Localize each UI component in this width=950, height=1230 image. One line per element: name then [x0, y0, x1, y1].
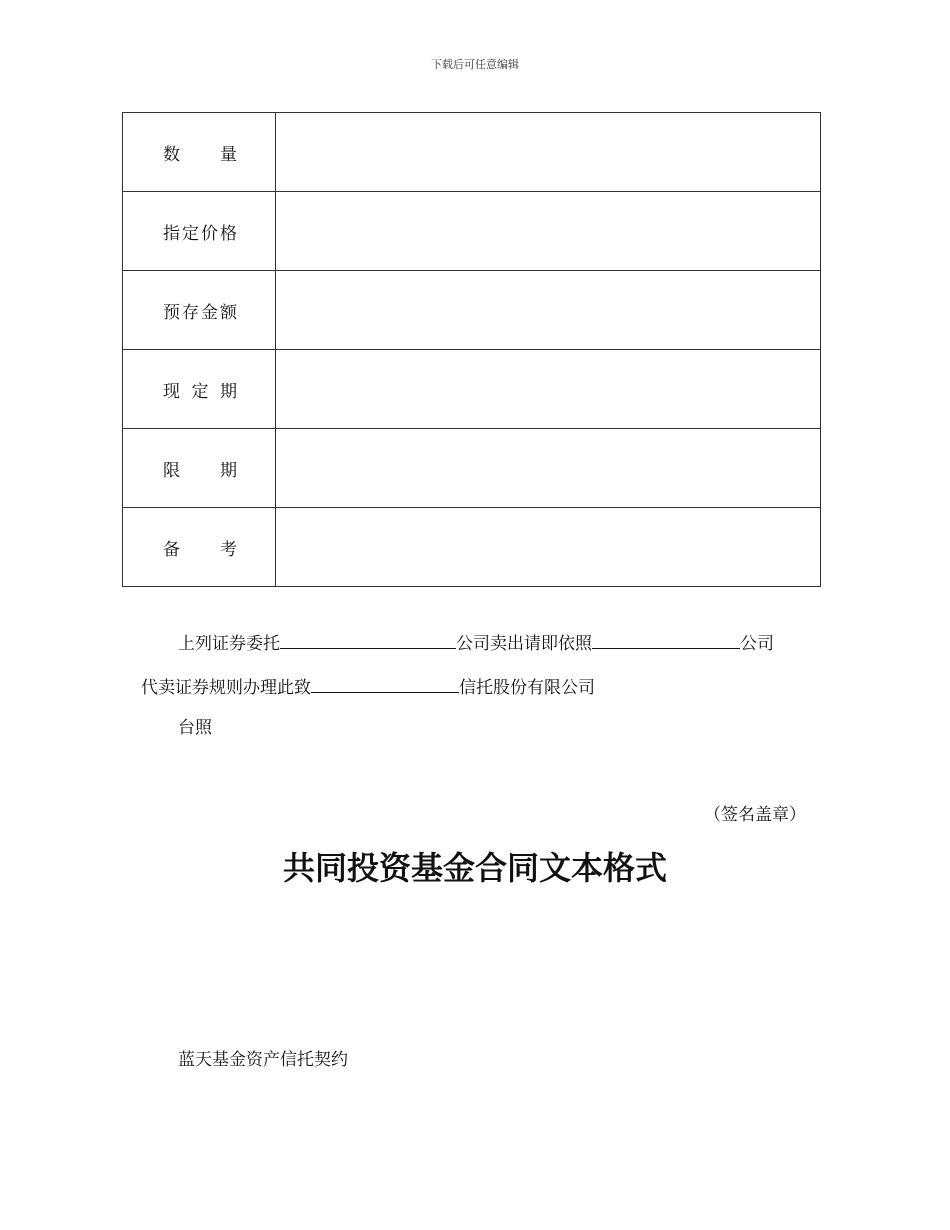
row-value-deposit-amount[interactable] — [276, 271, 821, 350]
blank-company-2[interactable] — [592, 630, 740, 649]
table-row — [123, 192, 821, 271]
row-value-remarks[interactable] — [276, 508, 821, 587]
row-value-fixed-term[interactable] — [276, 350, 821, 429]
header-note: 下载后可任意编辑 — [431, 58, 519, 71]
row-value-time-limit[interactable] — [276, 429, 821, 508]
body-line-2 — [141, 674, 595, 700]
table-row — [123, 271, 821, 350]
document-title: 共同投资基金合同文本格式 — [282, 849, 667, 887]
row-label-fixed-term: 现 定 期 — [163, 381, 237, 402]
table-row — [123, 429, 821, 508]
table-row — [123, 508, 821, 587]
body-text-sell: 公司卖出请即依照 — [456, 634, 592, 654]
table-row — [123, 113, 821, 192]
section-subtitle: 蓝天基金资产信托契约 — [178, 1050, 348, 1070]
row-label-specified-price: 指定价格 — [163, 223, 237, 244]
row-label-remarks: 备 考 — [163, 539, 237, 560]
body-text-rules: 代卖证券规则办理此致 — [141, 678, 311, 698]
row-label-time-limit: 限 期 — [163, 460, 237, 481]
signature-note: （签名盖章） — [704, 805, 806, 825]
row-value-specified-price[interactable] — [276, 192, 821, 271]
row-label-quantity: 数 量 — [163, 144, 237, 165]
body-line-1 — [178, 630, 774, 656]
order-form-table — [122, 112, 821, 587]
body-text-entrust: 上列证券委托 — [178, 634, 280, 654]
table-row — [123, 350, 821, 429]
row-value-quantity[interactable] — [276, 113, 821, 192]
body-text-company: 公司 — [740, 634, 774, 654]
body-text-trust: 信托股份有限公司 — [459, 678, 595, 698]
body-line-3: 台照 — [178, 718, 212, 738]
blank-company-1[interactable] — [280, 630, 456, 649]
blank-trust-company[interactable] — [311, 674, 459, 693]
row-label-deposit-amount: 预存金额 — [163, 302, 237, 323]
